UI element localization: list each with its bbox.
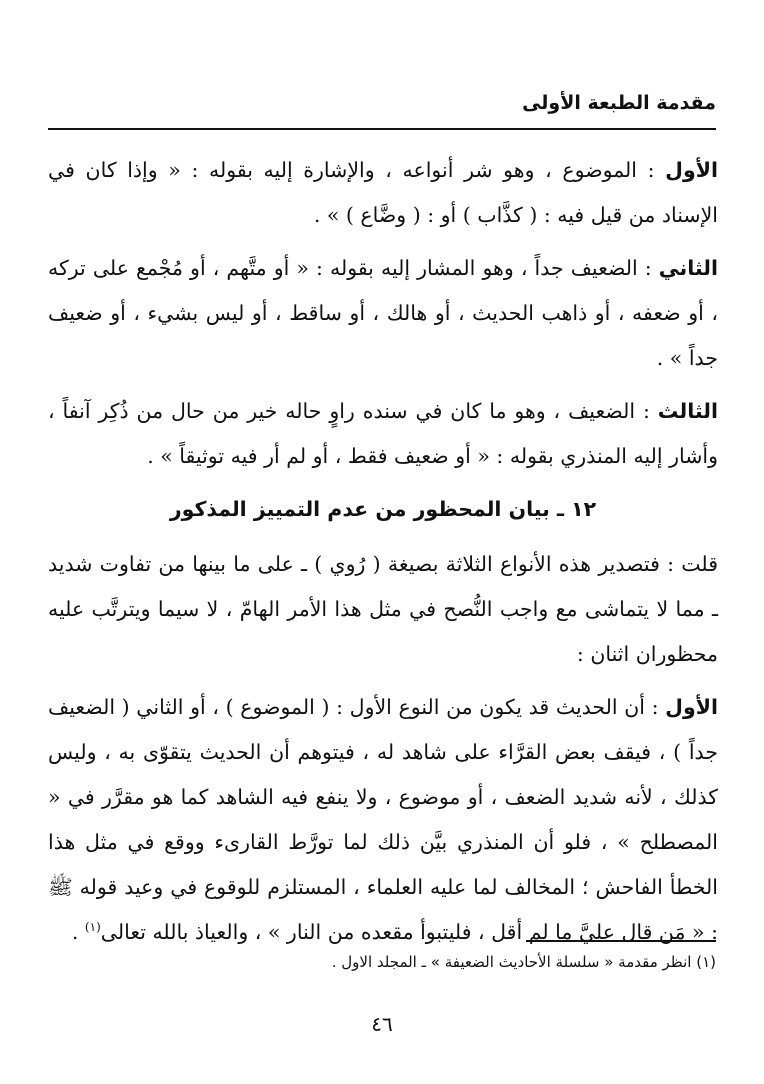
footnote-rule <box>526 940 716 942</box>
paragraph-lead: الأول <box>665 695 718 719</box>
paragraph-first <box>48 148 718 238</box>
paragraph-lead: الثاني <box>658 256 718 280</box>
paragraph-first-prohibition <box>48 685 718 955</box>
header-rule <box>48 128 716 130</box>
paragraph-note <box>48 542 718 677</box>
paragraph-text: : الضعيف جداً ، وهو المشار إليه بقوله : « أو متَّهم ، أو مُجْمع على تركه ، أو ضعفه ، أو ذاهب الحديث ، أو هالك ، أو ساقط ، أو ليس بشيء ، أو ضعيف جداً » . <box>48 256 718 370</box>
paragraph-second <box>48 246 718 381</box>
paragraph-lead: الأول <box>665 158 718 182</box>
paragraph-third <box>48 389 718 479</box>
paragraph-text: قلت : فتصدير هذه الأنواع الثلاثة بصيغة ( رُوي ) ـ على ما بينها من تفاوت شديد ـ مما لا يتماشى مع واجب النُّصح في مثل هذا الأمر الهامّ ، لا سيما ويترتَّب عليه محظوران اثنان : <box>48 552 718 666</box>
footnote: (١) انظر مقدمة « سلسلة الأحاديث الضعيفة » ـ المجلد الاول . <box>331 953 716 971</box>
running-title: مقدمة الطبعة الأولى <box>522 92 716 114</box>
paragraph-text: : أن الحديث قد يكون من النوع الأول : ( الموضوع ) ، أو الثاني ( الضعيف جداً ) ، فيقف بعض القرَّاء على شاهد له ، فيتوهم أن الحديث يتقوّى به ، وليس كذلك ، لأنه شديد الضعف ، أو موضوع ، ولا ينفع فيه الشاهد كما هو مقرَّر في « المصطلح » ، فلو أن المنذري بيَّن ذلك لما تورَّط القارىء ووقع في مثل هذا الخطأ الفاحش ؛ المخالف لما عليه العلماء ، المستلزم للوقوع في وعيد قوله ﷺ : « مَن قال عليَّ ما لم أقل ، فليتبوأ مقعده من النار » ، والعياذ بالله تعالى <box>48 695 718 944</box>
page-number: ٤٦ <box>371 1012 393 1036</box>
paragraph-lead: الثالث <box>657 399 718 423</box>
footnote-reference[interactable]: (١) <box>84 920 101 935</box>
paragraph-text: : الموضوع ، وهو شر أنواعه ، والإشارة إليه بقوله : « وإذا كان في الإسناد من قيل فيه : ( كذَّاب ) أو : ( وضَّاع ) » . <box>48 158 718 227</box>
body-text <box>48 148 718 963</box>
section-heading: ١٢ ـ بيان المحظور من عدم التمييز المذكور <box>169 497 597 521</box>
paragraph-tail: . <box>71 920 85 944</box>
paragraph-text: : الضعيف ، وهو ما كان في سنده راوٍ حاله خير من حال من ذُكِر آنفاً ، وأشار إليه المنذري بقوله : « أو ضعيف فقط ، أو لم أر فيه توثيقاً » . <box>48 399 718 468</box>
